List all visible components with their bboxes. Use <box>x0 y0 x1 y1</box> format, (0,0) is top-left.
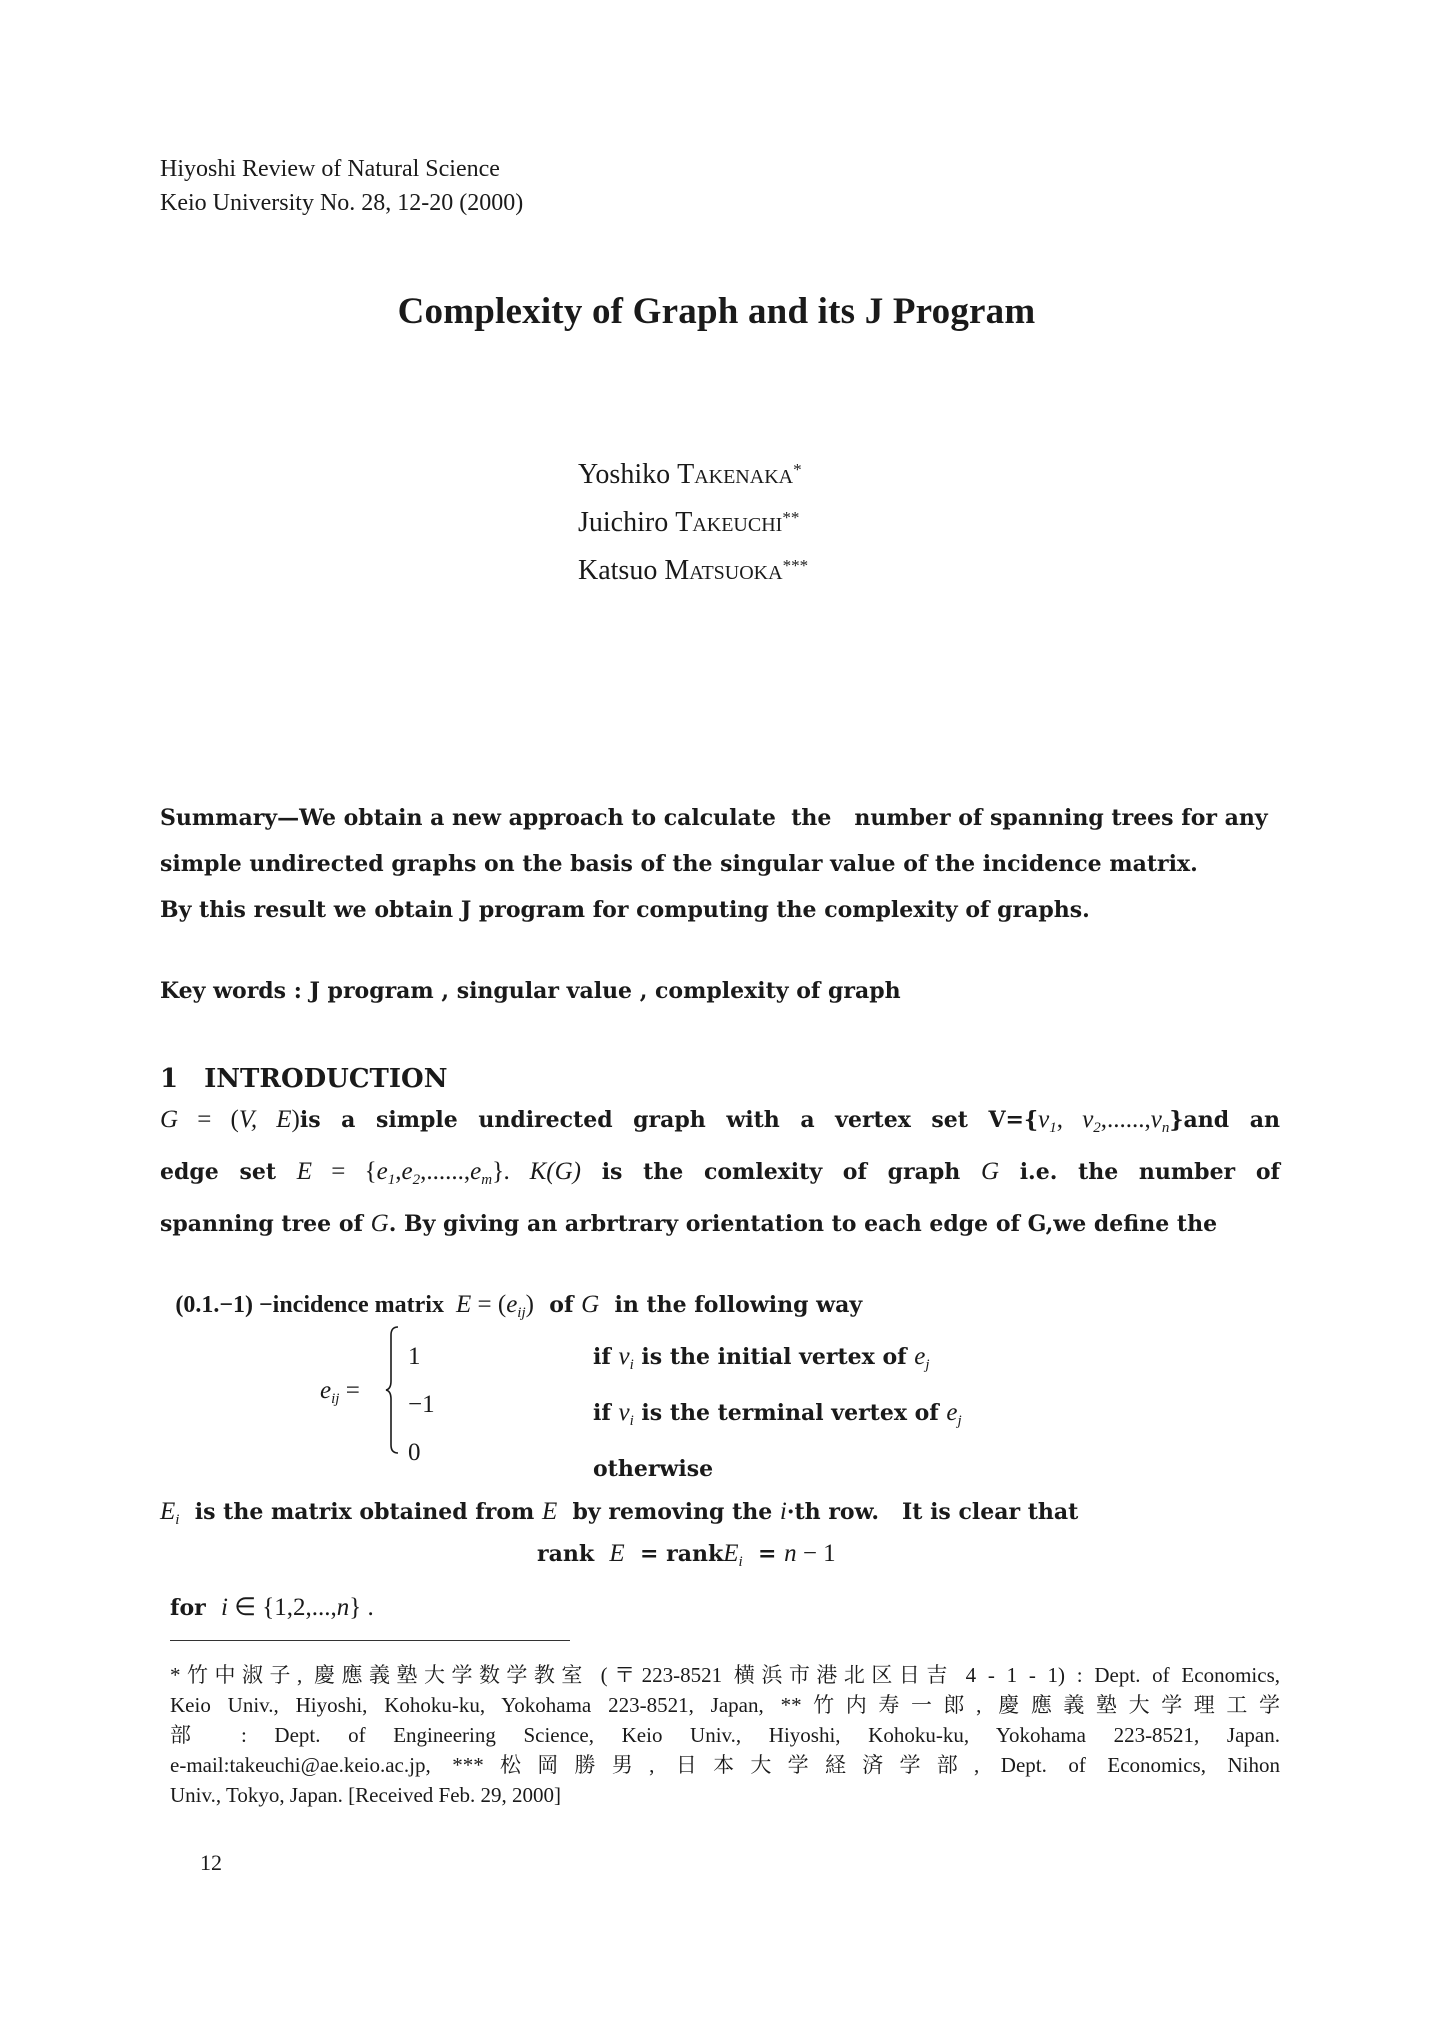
text: rank <box>537 1541 610 1567</box>
text: i.e. the number of <box>999 1159 1280 1185</box>
ei-definition <box>160 1498 1078 1529</box>
math-var: . K(G) <box>504 1158 581 1185</box>
math-op: = ( <box>178 1106 239 1133</box>
text: if <box>593 1400 619 1426</box>
math-var: E <box>723 1540 739 1567</box>
intro-line-1 <box>160 1098 1280 1150</box>
affiliation-mark: * <box>793 460 802 479</box>
math-var: e <box>914 1343 926 1370</box>
subscript: i <box>175 1512 180 1528</box>
author-family-name: Matsuoka <box>664 555 783 586</box>
case-condition <box>593 1389 962 1445</box>
subscript: 2 <box>412 1172 421 1188</box>
math-var: i <box>779 1498 787 1525</box>
math-op: , <box>1056 1106 1083 1133</box>
index-range <box>170 1592 374 1622</box>
case-condition <box>593 1445 962 1493</box>
author-family-name: Takeuchi <box>675 507 783 538</box>
footnote-affiliations <box>170 1660 1280 1810</box>
intro-paragraph <box>160 1098 1280 1246</box>
math-op: ,......, <box>420 1158 471 1185</box>
section-number: 1 <box>160 1064 179 1094</box>
text: by removing the <box>557 1499 780 1525</box>
affiliation-mark: ** <box>782 508 800 527</box>
abstract <box>160 795 1268 933</box>
case-value: 1 <box>408 1343 421 1370</box>
affiliation-mark: *** <box>782 556 809 575</box>
math-op: , <box>395 1158 402 1185</box>
keywords: Key words : J program , singular value , complexity of graph <box>160 978 901 1004</box>
text: otherwise <box>593 1456 714 1482</box>
math-var: e <box>470 1158 482 1185</box>
subscript: 1 <box>387 1172 396 1188</box>
math-var: n <box>784 1540 797 1567</box>
math-var: E <box>609 1540 625 1567</box>
author-list <box>578 448 808 592</box>
math-var: i <box>221 1594 228 1621</box>
math-var: v <box>1038 1106 1050 1133</box>
subscript: j <box>925 1357 930 1373</box>
case-condition <box>593 1333 962 1389</box>
math-op: = ( <box>471 1291 507 1318</box>
abstract-line: Summary—We obtain a new approach to calculate the number of spanning trees for any <box>160 805 1268 831</box>
math-var: e <box>946 1399 958 1426</box>
math-op: } . <box>349 1594 374 1621</box>
math-op: − 1 <box>796 1540 836 1567</box>
footnote-line: e-mail:takeuchi@ae.keio.ac.jp, ***松岡勝男, 日本大学経済学部, Dept. of Economics, Nihon <box>170 1753 1280 1777</box>
author <box>578 496 808 544</box>
case-value: 0 <box>408 1439 421 1466</box>
author-given-name: Juichiro <box>578 507 669 538</box>
math-var: E <box>455 1291 472 1318</box>
text: is the comlexity of graph <box>581 1159 981 1185</box>
math-op: ) <box>525 1291 534 1318</box>
math-var: G <box>980 1158 999 1185</box>
subscript: j <box>957 1413 962 1429</box>
math-op: ∈ {1,2,..., <box>228 1594 337 1621</box>
text: }and an <box>1169 1107 1281 1133</box>
incidence-definition <box>160 1265 862 1322</box>
equation-lhs <box>320 1377 360 1408</box>
math-var: V, E <box>238 1106 292 1133</box>
math-op: } <box>492 1158 505 1185</box>
text: (0.1.−1) −incidence matrix <box>175 1292 456 1318</box>
subscript: n <box>1161 1120 1170 1136</box>
math-var: E <box>541 1498 558 1525</box>
left-brace-icon <box>385 1325 399 1455</box>
text: edge set <box>160 1159 297 1185</box>
subscript: 2 <box>1093 1120 1101 1136</box>
text: . By giving an arbrtrary orientation to each edge of G,we define the <box>388 1211 1218 1237</box>
text: = <box>742 1541 785 1567</box>
footnote-line: *竹中淑子, 慶應義塾大学数学教室 (〒223-8521 横浜市港北区日吉 4 - 1 - 1) : Dept. of Economics, <box>170 1663 1280 1687</box>
subscript: i <box>629 1357 634 1373</box>
math-var: e <box>506 1291 518 1318</box>
page-number: 12 <box>200 1850 222 1875</box>
intro-line-3 <box>160 1202 1280 1246</box>
author-family-name: Takenaka <box>677 459 794 490</box>
subscript: i <box>629 1413 634 1429</box>
math-var: e <box>376 1158 388 1185</box>
math-var: v <box>1082 1106 1094 1133</box>
math-var: G <box>160 1106 179 1133</box>
math-var: v <box>618 1399 630 1426</box>
text: for <box>170 1595 222 1621</box>
subscript: ij <box>517 1305 526 1321</box>
text: ·th row. It is clear that <box>786 1499 1079 1525</box>
footnote-line: 部 : Dept. of Engineering Science, Keio Univ., Hiyoshi, Kohoku-ku, Yokohama 223-8521, Japan. <box>170 1723 1280 1747</box>
math-var: E <box>160 1498 176 1525</box>
abstract-line: simple undirected graphs on the basis of the singular value of the incidence matrix. <box>160 851 1198 877</box>
section-heading <box>160 1064 447 1094</box>
abstract-line: By this result we obtain J program for computing the complexity of graphs. <box>160 897 1090 923</box>
journal-issue: Keio University No. 28, 12-20 (2000) <box>160 190 524 216</box>
subscript: 1 <box>1049 1120 1057 1136</box>
paper-title: Complexity of Graph and its J Program <box>397 291 1036 332</box>
footnote-line: Keio Univ., Hiyoshi, Kohoku-ku, Yokohama 223-8521, Japan, **竹内寿一郎, 慶應義塾大学理工学 <box>170 1693 1280 1717</box>
math-op: ,......, <box>1100 1106 1151 1133</box>
math-op: = { <box>311 1158 377 1185</box>
journal-header <box>160 152 523 220</box>
section-title: INTRODUCTION <box>204 1064 448 1094</box>
intro-line-2 <box>160 1150 1280 1202</box>
text: is the matrix obtained from <box>179 1499 542 1525</box>
subscript: i <box>738 1554 743 1570</box>
author <box>578 544 808 592</box>
case-value: −1 <box>408 1391 435 1418</box>
journal-name: Hiyoshi Review of Natural Science <box>160 156 500 182</box>
math-var: e <box>320 1377 332 1404</box>
subscript: ij <box>331 1391 340 1407</box>
incidence-cases-equation <box>300 1325 1040 1482</box>
text: is the terminal vertex of <box>633 1400 947 1426</box>
text: = rank <box>624 1541 724 1567</box>
math-var: v <box>1150 1106 1162 1133</box>
case-values <box>408 1333 435 1477</box>
math-var: G <box>581 1291 600 1318</box>
case-conditions <box>593 1333 962 1493</box>
math-var: E <box>296 1158 312 1185</box>
text: is the initial vertex of <box>633 1344 915 1370</box>
math-op: ) <box>291 1106 300 1133</box>
math-var: G <box>370 1210 389 1237</box>
author <box>578 448 808 496</box>
author-given-name: Yoshiko <box>578 459 671 490</box>
math-var: v <box>618 1343 630 1370</box>
math-op: = <box>339 1377 360 1404</box>
math-var: e <box>401 1158 413 1185</box>
rank-equation <box>537 1540 836 1571</box>
math-var: n <box>336 1594 350 1621</box>
text: is a simple undirected graph with a vertex set V={ <box>299 1107 1039 1133</box>
author-given-name: Katsuo <box>578 555 658 586</box>
footnote-line: Univ., Tokyo, Japan. [Received Feb. 29, 2000] <box>170 1783 562 1807</box>
text: if <box>593 1344 619 1370</box>
footnote-divider <box>170 1640 570 1641</box>
text: in the following way <box>599 1292 863 1318</box>
text: of <box>533 1292 582 1318</box>
text: spanning tree of <box>160 1211 371 1237</box>
subscript: m <box>481 1172 493 1188</box>
